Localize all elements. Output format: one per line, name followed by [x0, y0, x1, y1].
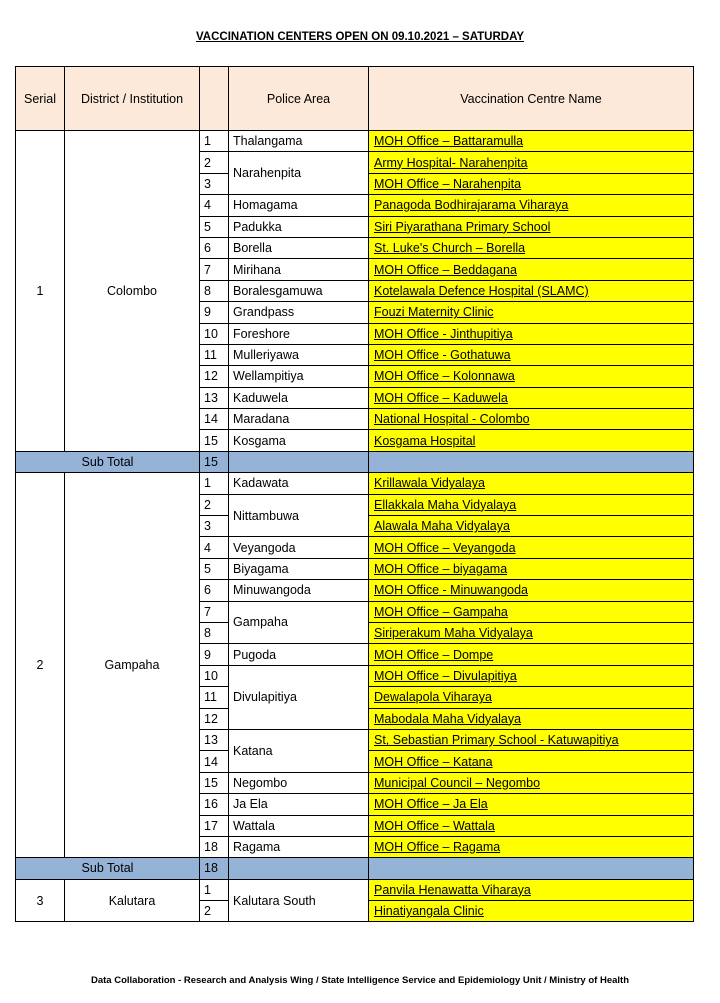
row-number-cell: 7: [200, 259, 229, 280]
centre-name-cell: Fouzi Maternity Clinic: [369, 302, 694, 323]
row-number-cell: 1: [200, 879, 229, 900]
centre-name-cell: MOH Office – Kolonnawa: [369, 366, 694, 387]
centre-name-cell: MOH Office - Jinthupitiya: [369, 323, 694, 344]
serial-cell: 3: [16, 879, 65, 922]
row-number-cell: 15: [200, 430, 229, 451]
district-cell: Kalutara: [65, 879, 200, 922]
row-number-cell: 8: [200, 280, 229, 301]
police-area-cell: Maradana: [229, 409, 369, 430]
centre-name-cell: St, Sebastian Primary School - Katuwapitiya: [369, 729, 694, 750]
row-number-cell: 6: [200, 580, 229, 601]
centre-name-cell: MOH Office - Minuwangoda: [369, 580, 694, 601]
table-row: [16, 131, 694, 152]
police-area-cell: Narahenpita: [229, 152, 369, 195]
row-number-cell: 10: [200, 665, 229, 686]
row-number-cell: 2: [200, 494, 229, 515]
police-area-cell: Mulleriyawa: [229, 344, 369, 365]
centre-name-cell: MOH Office - Gothatuwa: [369, 344, 694, 365]
centre-name-cell: MOH Office – Narahenpita: [369, 173, 694, 194]
police-area-cell: Boralesgamuwa: [229, 280, 369, 301]
header-centre: Vaccination Centre Name: [369, 67, 694, 131]
centre-name-cell: Municipal Council – Negombo: [369, 772, 694, 793]
row-number-cell: 11: [200, 344, 229, 365]
centre-name-cell: MOH Office – Ragama: [369, 836, 694, 857]
row-number-cell: 16: [200, 794, 229, 815]
centre-name-cell: Krillawala Vidyalaya: [369, 473, 694, 494]
row-number-cell: 14: [200, 409, 229, 430]
row-number-cell: 11: [200, 687, 229, 708]
centre-name-cell: Panagoda Bodhirajarama Viharaya: [369, 195, 694, 216]
centre-name-cell: Hinatiyangala Clinic: [369, 901, 694, 922]
police-area-cell: Biyagama: [229, 558, 369, 579]
police-area-cell: Kadawata: [229, 473, 369, 494]
police-area-cell: Padukka: [229, 216, 369, 237]
subtotal-empty-cell: [369, 858, 694, 879]
row-number-cell: 15: [200, 772, 229, 793]
centre-name-cell: MOH Office – Gampaha: [369, 601, 694, 622]
centre-name-cell: MOH Office – Katana: [369, 751, 694, 772]
subtotal-label: Sub Total: [16, 451, 200, 472]
table-body: [16, 131, 694, 922]
centre-name-cell: Dewalapola Viharaya: [369, 687, 694, 708]
centre-name-cell: MOH Office – Battaramulla: [369, 131, 694, 152]
subtotal-empty-cell: [229, 451, 369, 472]
centre-name-cell: Ellakkala Maha Vidyalaya: [369, 494, 694, 515]
police-area-cell: Wellampitiya: [229, 366, 369, 387]
district-cell: Colombo: [65, 131, 200, 452]
row-number-cell: 7: [200, 601, 229, 622]
row-number-cell: 9: [200, 644, 229, 665]
row-number-cell: 10: [200, 323, 229, 344]
police-area-cell: Kaduwela: [229, 387, 369, 408]
subtotal-row: [16, 858, 694, 879]
row-number-cell: 5: [200, 558, 229, 579]
row-number-cell: 5: [200, 216, 229, 237]
centre-name-cell: National Hospital - Colombo: [369, 409, 694, 430]
row-number-cell: 3: [200, 516, 229, 537]
centre-name-cell: MOH Office – Wattala: [369, 815, 694, 836]
centre-name-cell: MOH Office – Kaduwela: [369, 387, 694, 408]
centre-name-cell: MOH Office – Veyangoda: [369, 537, 694, 558]
row-number-cell: 4: [200, 195, 229, 216]
subtotal-empty-cell: [229, 858, 369, 879]
centre-name-cell: MOH Office – Dompe: [369, 644, 694, 665]
centre-name-cell: MOH Office – Beddagana: [369, 259, 694, 280]
centre-name-cell: Alawala Maha Vidyalaya: [369, 516, 694, 537]
row-number-cell: 6: [200, 237, 229, 258]
row-number-cell: 12: [200, 708, 229, 729]
row-number-cell: 13: [200, 729, 229, 750]
header-serial: Serial: [16, 67, 65, 131]
header-district: District / Institution: [65, 67, 200, 131]
centre-name-cell: Army Hospital- Narahenpita: [369, 152, 694, 173]
police-area-cell: Ja Ela: [229, 794, 369, 815]
row-number-cell: 1: [200, 131, 229, 152]
police-area-cell: Negombo: [229, 772, 369, 793]
police-area-cell: Minuwangoda: [229, 580, 369, 601]
row-number-cell: 14: [200, 751, 229, 772]
subtotal-value: 15: [200, 451, 229, 472]
police-area-cell: Foreshore: [229, 323, 369, 344]
police-area-cell: Grandpass: [229, 302, 369, 323]
police-area-cell: Veyangoda: [229, 537, 369, 558]
subtotal-value: 18: [200, 858, 229, 879]
row-number-cell: 13: [200, 387, 229, 408]
row-number-cell: 4: [200, 537, 229, 558]
centre-name-cell: MOH Office – Ja Ela: [369, 794, 694, 815]
table-header-row: [16, 67, 694, 131]
serial-cell: 1: [16, 131, 65, 452]
police-area-cell: Gampaha: [229, 601, 369, 644]
police-area-cell: Thalangama: [229, 131, 369, 152]
centre-name-cell: MOH Office – Divulapitiya: [369, 665, 694, 686]
row-number-cell: 1: [200, 473, 229, 494]
serial-cell: 2: [16, 473, 65, 858]
district-cell: Gampaha: [65, 473, 200, 858]
centre-name-cell: St. Luke's Church – Borella: [369, 237, 694, 258]
police-area-cell: Wattala: [229, 815, 369, 836]
table-row: [16, 473, 694, 494]
police-area-cell: Homagama: [229, 195, 369, 216]
police-area-cell: Mirihana: [229, 259, 369, 280]
police-area-cell: Nittambuwa: [229, 494, 369, 537]
centre-name-cell: Panvila Henawatta Viharaya: [369, 879, 694, 900]
row-number-cell: 17: [200, 815, 229, 836]
police-area-cell: Divulapitiya: [229, 665, 369, 729]
police-area-cell: Ragama: [229, 836, 369, 857]
centre-name-cell: Siri Piyarathana Primary School: [369, 216, 694, 237]
header-police-area: Police Area: [229, 67, 369, 131]
centre-name-cell: Mabodala Maha Vidyalaya: [369, 708, 694, 729]
police-area-cell: Kalutara South: [229, 879, 369, 922]
footer-credit: Data Collaboration - Research and Analysis Wing / State Intelligence Service and Epidemiology Unit / Ministry of Health: [90, 975, 629, 986]
subtotal-empty-cell: [369, 451, 694, 472]
vaccination-centers-table: [15, 66, 694, 922]
table-row: [16, 879, 694, 900]
centre-name-cell: Kosgama Hospital: [369, 430, 694, 451]
row-number-cell: 9: [200, 302, 229, 323]
subtotal-label: Sub Total: [16, 858, 200, 879]
centre-name-cell: Siriperakum Maha Vidyalaya: [369, 622, 694, 643]
police-area-cell: Borella: [229, 237, 369, 258]
row-number-cell: 2: [200, 152, 229, 173]
row-number-cell: 8: [200, 622, 229, 643]
police-area-cell: Katana: [229, 729, 369, 772]
page-title: VACCINATION CENTERS OPEN ON 09.10.2021 – SATURDAY: [195, 31, 525, 43]
centre-name-cell: Kotelawala Defence Hospital (SLAMC): [369, 280, 694, 301]
row-number-cell: 3: [200, 173, 229, 194]
header-blank: [200, 67, 229, 131]
police-area-cell: Pugoda: [229, 644, 369, 665]
row-number-cell: 2: [200, 901, 229, 922]
row-number-cell: 18: [200, 836, 229, 857]
row-number-cell: 12: [200, 366, 229, 387]
police-area-cell: Kosgama: [229, 430, 369, 451]
centre-name-cell: MOH Office – biyagama: [369, 558, 694, 579]
subtotal-row: [16, 451, 694, 472]
